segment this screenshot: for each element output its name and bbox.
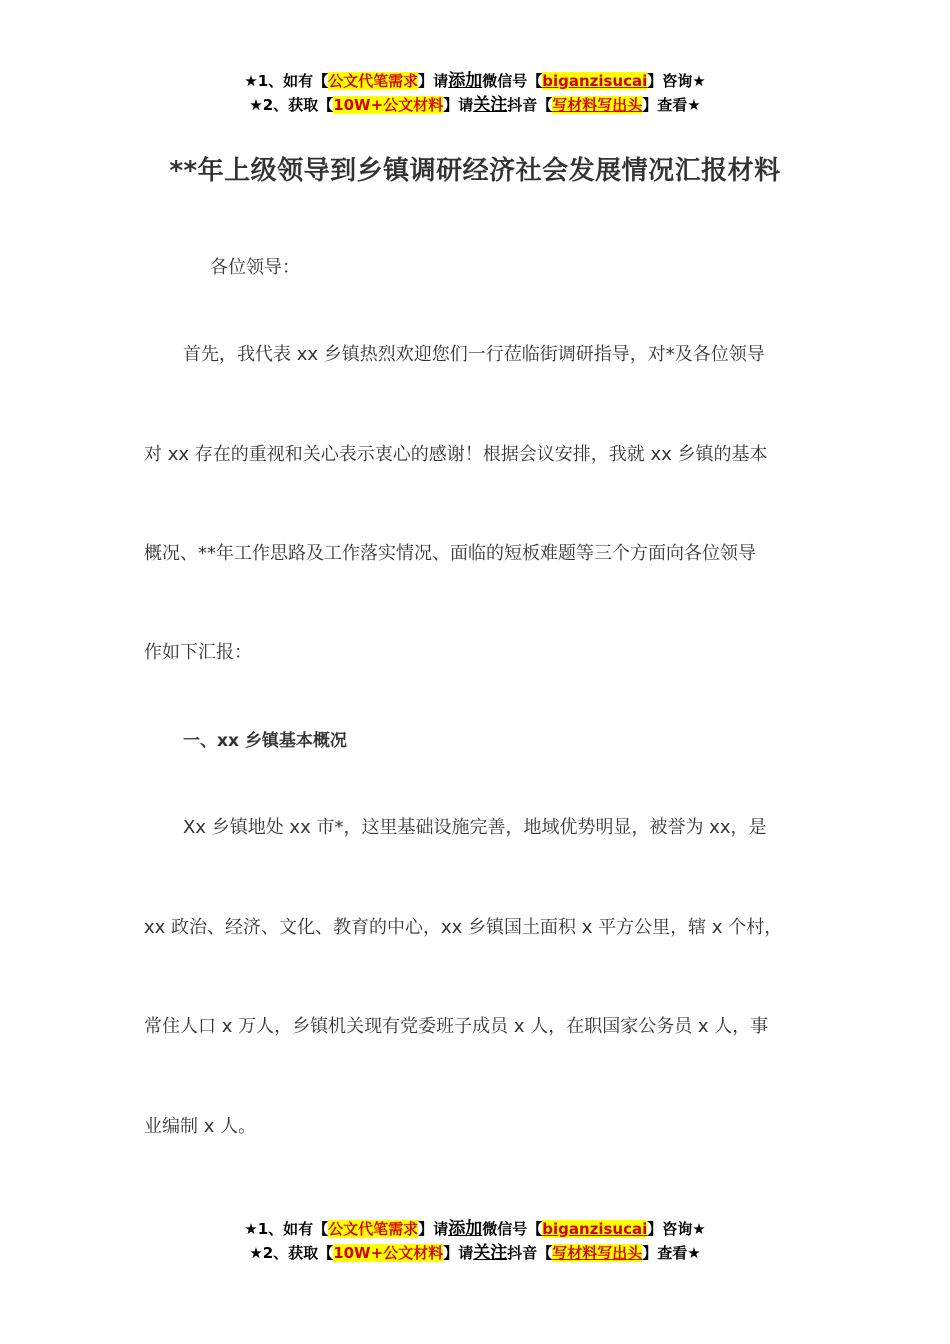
promo-line-2: [0, 93, 950, 117]
wechat-id-highlight: biganzisucai: [542, 1220, 648, 1238]
promo-text: ★2、获取【: [249, 1244, 334, 1262]
promo-text: 抖音【: [507, 96, 553, 114]
promo-text: 】查看★: [642, 1244, 701, 1262]
promo-highlight: 10W+公文材料: [333, 96, 444, 114]
section-line: Xx 乡镇地处 xx 市*，这里基础设施完善，地域优势明显，被誉为 xx，是: [183, 817, 767, 838]
intro-line: 概况、**年工作思路及工作落实情况、面临的短板难题等三个方面向各位领导: [144, 543, 756, 564]
promo-text: 】咨询★: [647, 1220, 706, 1238]
promo-emphasis: 添加: [448, 1219, 483, 1239]
promo-line-1: [0, 1217, 950, 1241]
section-line: 常住人口 x 万人，乡镇机关现有党委班子成员 x 人，在职国家公务员 x 人，事: [144, 1016, 769, 1037]
promo-text: 微信号【: [482, 1220, 543, 1238]
section-heading: 一、xx 乡镇基本概况: [183, 731, 347, 751]
promo-text: ★1、如有【: [244, 72, 329, 90]
promo-highlight: 公文代笔需求: [328, 72, 419, 90]
promo-text: 】请: [418, 1220, 449, 1238]
promo-text: 】请: [443, 1244, 474, 1262]
promo-text: 】请: [443, 96, 474, 114]
promo-text: 抖音【: [507, 1244, 553, 1262]
promo-line-2: [0, 1241, 950, 1265]
section-line: 业编制 x 人。: [144, 1116, 257, 1137]
document-title: **年上级领导到乡镇调研经济社会发展情况汇报材料: [169, 156, 781, 186]
wechat-id-highlight: biganzisucai: [542, 72, 648, 90]
promo-text: ★2、获取【: [249, 96, 334, 114]
section-line: xx 政治、经济、文化、教育的中心，xx 乡镇国土面积 x 平方公里，辖 x 个村，: [144, 917, 783, 938]
intro-line: 作如下汇报：: [144, 642, 252, 663]
salutation: 各位领导：: [210, 257, 300, 278]
intro-line: 对 xx 存在的重视和关心表示衷心的感谢！根据会议安排，我就 xx 乡镇的基本: [144, 444, 768, 465]
promo-text: ★1、如有【: [244, 1220, 329, 1238]
promo-text: 】请: [418, 72, 449, 90]
douyin-id-highlight: 写材料写出头: [552, 96, 643, 114]
promo-emphasis: 关注: [473, 95, 508, 115]
promo-text: 】咨询★: [647, 72, 706, 90]
promo-highlight: 公文代笔需求: [328, 1220, 419, 1238]
promo-text: 】查看★: [642, 96, 701, 114]
promo-banner-top: [0, 69, 950, 117]
promo-emphasis: 添加: [448, 71, 483, 91]
intro-line: 首先，我代表 xx 乡镇热烈欢迎您们一行莅临街调研指导，对*及各位领导: [183, 344, 765, 365]
promo-highlight: 10W+公文材料: [333, 1244, 444, 1262]
promo-text: 微信号【: [482, 72, 543, 90]
promo-banner-bottom: [0, 1217, 950, 1265]
promo-line-1: [0, 69, 950, 93]
douyin-id-highlight: 写材料写出头: [552, 1244, 643, 1262]
promo-emphasis: 关注: [473, 1243, 508, 1263]
